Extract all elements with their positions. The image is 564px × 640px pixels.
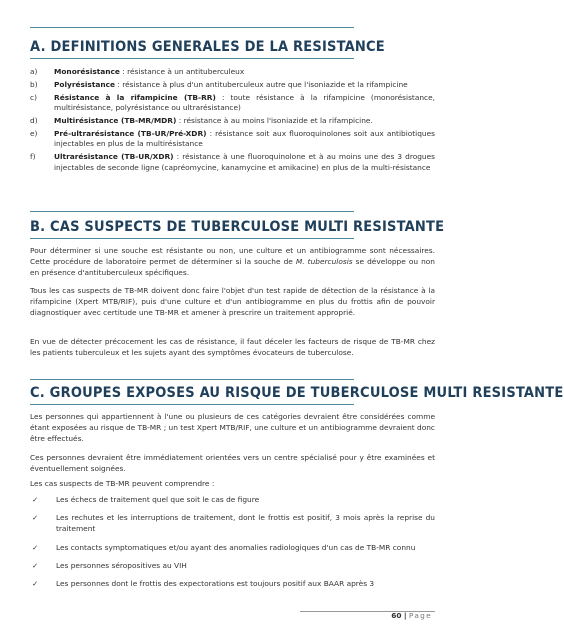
- section-b-top-rule: [30, 211, 354, 212]
- list-item: ✓ Les rechutes et les interruptions de traitement, dont le frottis est positif, 3 mois après la reprise du traitement: [32, 513, 435, 534]
- section-c-paragraph-3: Les cas suspects de TB-MR peuvent comprendre :: [30, 479, 215, 488]
- section-c-paragraph-1: Les personnes qui appartiennent à l'une ou plusieurs de ces catégories devraient être considérées comme étant exposées au risque de TB-MR ; un test Xpert MTB/RIF, une culture et un antibiogramme devraient donc être effectués.: [30, 412, 435, 443]
- definition-term: Pré-ultrarésistance (TB-UR/Pré-XDR): [54, 128, 207, 138]
- page-number: 60: [391, 611, 402, 620]
- list-item: ✓ Les personnes dont le frottis des expectorations est toujours positif aux BAAR après 3: [32, 579, 375, 589]
- section-c-paragraph-2: Ces personnes devraient être immédiatement orientées vers un centre spécialisé pour y être examinées et éventuellement soignées.: [30, 453, 435, 473]
- page-separator: |: [403, 611, 407, 620]
- definition-term: Résistance à la rifampicine (TB-RR): [54, 92, 216, 102]
- definition-item: b) Polyrésistance : résistance à plus d'un antituberculeux autre que l'isoniazide et la rifampicine: [30, 79, 408, 89]
- list-item: ✓ Les personnes séropositives au VIH: [32, 560, 187, 570]
- definition-term: Monorésistance: [54, 67, 120, 76]
- check-icon: ✓: [32, 513, 39, 523]
- section-a-bottom-rule: [30, 58, 354, 59]
- suspect-cases-list: [30, 495, 435, 598]
- definitions-list: [30, 67, 435, 175]
- section-b-title: B. CAS SUSPECTS DE TUBERCULOSE MULTI RESISTANTE: [30, 219, 445, 235]
- page-label: Page: [408, 611, 432, 620]
- check-icon: ✓: [32, 560, 39, 570]
- section-c-title: C. GROUPES EXPOSES AU RISQUE DE TUBERCULOSE MULTI RESISTANTE: [30, 385, 564, 401]
- definition-term: Polyrésistance: [54, 79, 116, 89]
- page-footer: [391, 611, 432, 620]
- definition-term: Multirésistance (TB-MR/MDR): [54, 115, 177, 125]
- section-c-bottom-rule: [30, 404, 354, 405]
- check-icon: ✓: [32, 579, 39, 589]
- section-b-bottom-rule: [30, 238, 354, 239]
- section-c-top-rule: [30, 379, 354, 380]
- definition-item: a) Monorésistance : résistance à un antituberculeux: [30, 67, 245, 76]
- definition-item: f) Ultrarésistance (TB-UR/XDR) : résistance à une fluoroquinolone et à au moins une des 3 drogues injectables de seconde ligne (capréomycine, kanamycine et amikacine) en plus de la multi-résistance: [30, 152, 435, 172]
- section-b-paragraph-1: Pour déterminer si une souche est résistante ou non, une culture et un antibiogramme sont nécessaires. Cette procédure de laboratoire permet de déterminer si la souche de M. tuberculosis se développe ou non en présence d'antituberculeux spécifiques.: [30, 246, 435, 277]
- definition-term: Ultrarésistance (TB-UR/XDR): [54, 152, 174, 162]
- definition-item: c) Résistance à la rifampicine (TB-RR) : toute résistance à la rifampicine (monorésistance, multirésistance, polyrésistance ou ultrarésistance): [30, 92, 435, 113]
- section-a-title: A. DEFINITIONS GENERALES DE LA RESISTANCE: [30, 39, 385, 55]
- check-icon: ✓: [32, 542, 39, 552]
- check-icon: ✓: [32, 495, 39, 504]
- list-item: ✓ Les contacts symptomatiques et/ou ayant des anomalies radiologiques d'un cas de TB-MR connu: [32, 542, 416, 552]
- list-item: ✓ Les échecs de traitement quel que soit le cas de figure: [32, 495, 260, 504]
- definition-item: d) Multirésistance (TB-MR/MDR) : résistance à au moins l'isoniazide et la rifampicine.: [30, 115, 373, 125]
- section-b-paragraph-2: Tous les cas suspects de TB-MR doivent donc faire l'objet d'un test rapide de détection de la résistance à la rifampicine (Xpert MTB/RIF), puis d'une culture et d'un antibiogramme en plus du frottis afin de pouvoir diagnostiquer avec certitude une TB-MR et amener à prescrire un traitement approprié.: [30, 286, 435, 317]
- definition-item: e) Pré-ultrarésistance (TB-UR/Pré-XDR) : résistance soit aux fluoroquinolones soit aux antibiotiques injectables en plus de la multirésistance: [30, 128, 435, 149]
- section-a-top-rule: [30, 27, 354, 28]
- section-b-paragraph-3: En vue de détecter précocement les cas de résistance, il faut déceler les facteurs de risque de TB-MR chez les patients tuberculeux et les sujets ayant des symptômes évocateurs de tuberculose.: [30, 337, 435, 357]
